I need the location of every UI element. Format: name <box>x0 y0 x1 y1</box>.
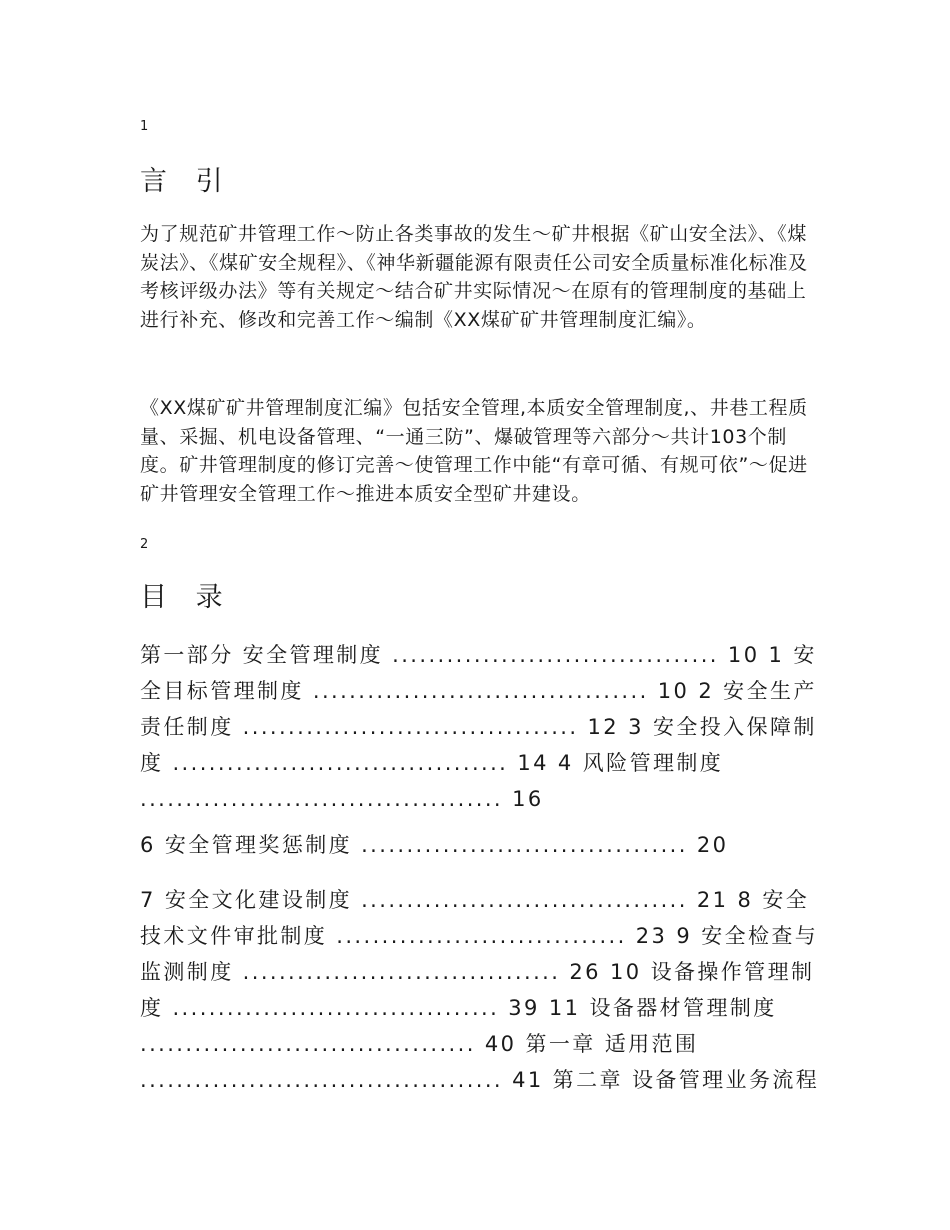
toc-block: 第一部分 安全管理制度 .................................... 10 1 安全目标管理制度 ..................................... 10 2 安全生产责任制度 ..................................... 12 3 安全投入保障制度 ..................................... 14 4 风险管理制度 ........................................ 16 <box>140 643 817 811</box>
page-number: 1 <box>140 119 149 134</box>
page-number: 2 <box>140 537 149 552</box>
intro-paragraph: 为了规范矿井管理工作～防止各类事故的发生～矿井根据《矿山安全法》、《煤炭法》、《煤矿安全规程》、《神华新疆能源有限责任公司安全质量标准化标准及考核评级办法》等有关规定～结合矿井实际情况～在原有的管理制度的基础上进行补充、修改和完善工作～编制《XX煤矿矿井管理制度汇编》。 <box>140 223 808 331</box>
intro-heading: 言 引 <box>140 166 233 197</box>
toc-block: 6 安全管理奖惩制度 .................................... 20 <box>140 833 729 857</box>
intro-paragraph: 《XX煤矿矿井管理制度汇编》包括安全管理,本质安全管理制度,、井巷工程质量、采掘、机电设备管理、“一通三防”、爆破管理等六部分～共计103个制度。矿井管理制度的修订完善～使管理工作中能“有章可循、有规可依”～促进矿井管理安全管理工作～推进本质安全型矿井建设。 <box>140 397 808 505</box>
toc-heading: 目 录 <box>140 582 233 613</box>
toc-block: 7 安全文化建设制度 .................................... 21 8 安全技术文件审批制度 ................................ 23 9 安全检查与监测制度 ................................... 26 10 设备操作管理制度 .................................... 39 11 设备器材管理制度 ..................................... 40 第一章 适用范围 ........................................ 41 第二章 设备管理业务流程 <box>140 888 820 1092</box>
